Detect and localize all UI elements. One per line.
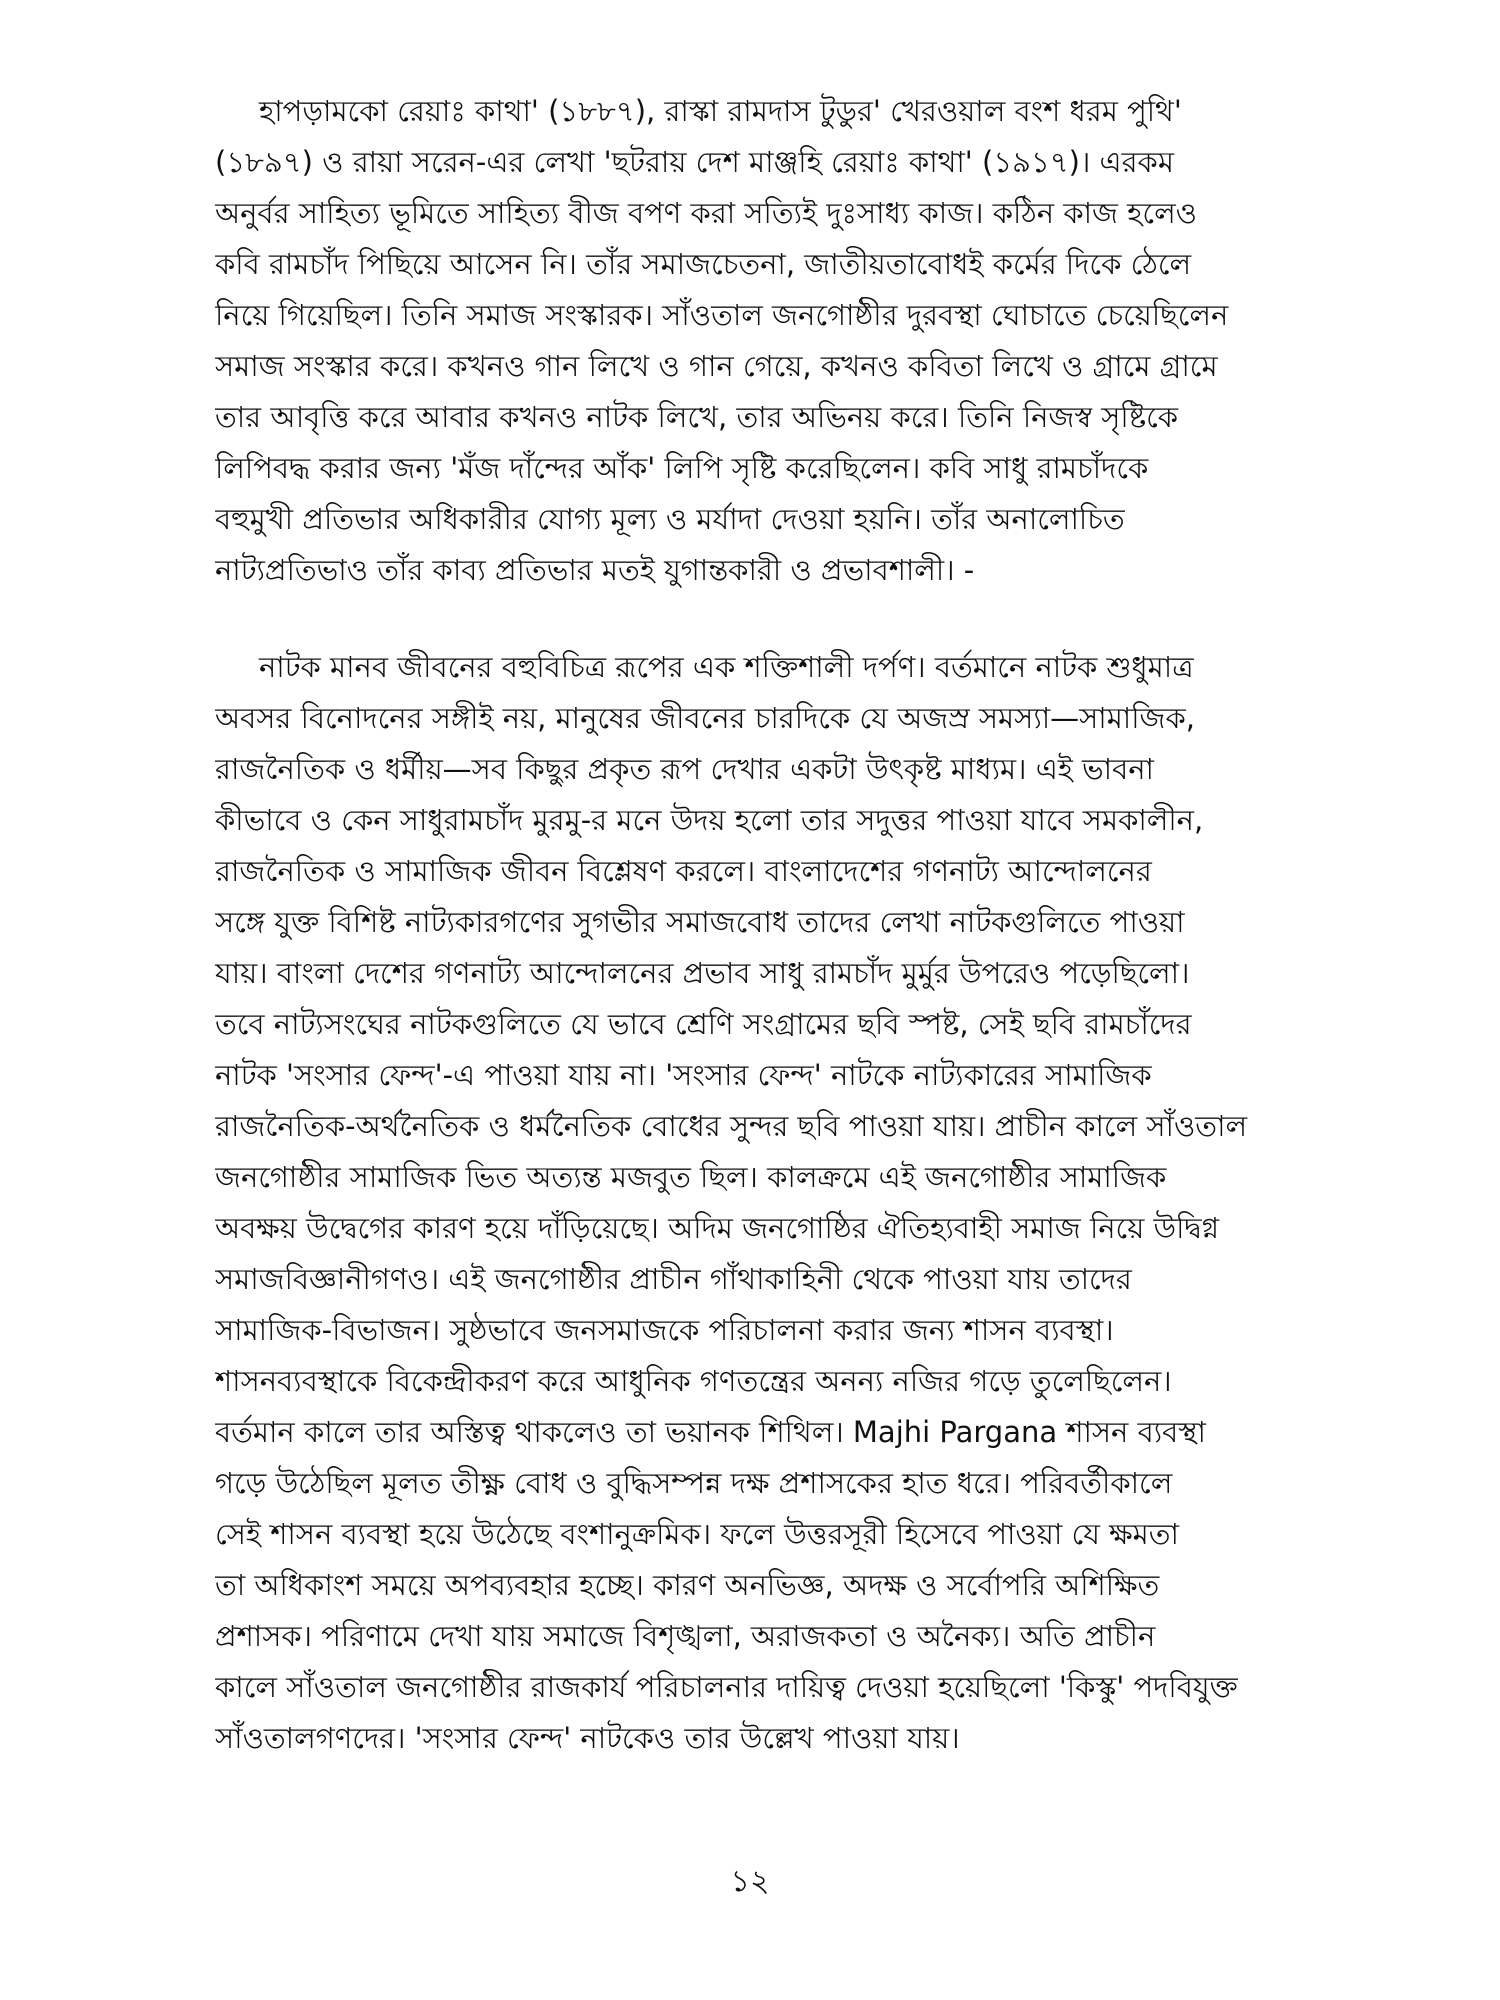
text-line: প্রশাসক। পরিণামে দেখা যায় সমাজে বিশৃঙ্খলা, অরাজকতা ও অনৈক্য। অতি প্রাচীন	[215, 1619, 1156, 1653]
text-line: কালে সাঁওতাল জনগোষ্ঠীর রাজকার্য পরিচালনার দায়িত্ব দেওয়া হয়েছিলো 'কিস্কু' পদবিযুক্ত	[215, 1670, 1238, 1704]
text-line: অনুর্বর সাহিত্য ভূমিতে সাহিত্য বীজ বপণ করা সত্যিই দুঃসাধ্য কাজ। কঠিন কাজ হলেও	[215, 196, 1198, 230]
text-line: বহুমুখী প্রতিভার অধিকারীর যোগ্য মূল্য ও মর্যাদা দেওয়া হয়নি। তাঁর অনালোচিত	[215, 502, 1125, 536]
text-line: শাসনব্যবস্থাকে বিকেন্দ্রীকরণ করে আধুনিক গণতন্ত্রের অনন্য নজির গড়ে তুলেছিলেন।	[215, 1364, 1172, 1398]
text-line: অবক্ষয় উদ্বেগের কারণ হয়ে দাঁড়িয়েছে। অদিম জনগোষ্ঠির ঐতিহ্যবাহী সমাজ নিয়ে উদ্বিগ্ন	[215, 1211, 1220, 1245]
text-line: সমাজ সংস্কার করে। কখনও গান লিখে ও গান গেয়ে, কখনও কবিতা লিখে ও গ্রামে গ্রামে	[215, 349, 1218, 383]
page-number: ১২	[730, 1864, 770, 1899]
text-line: সামাজিক-বিভাজন। সুষ্ঠভাবে জনসমাজকে পরিচালনা করার জন্য শাসন ব্যবস্থা।	[215, 1313, 1114, 1347]
text-line: গড়ে উঠেছিল মূলত তীক্ষ্ণ বোধ ও বুদ্ধিসম্পন্ন দক্ষ প্রশাসকের হাত ধরে। পরিবর্তীকালে	[215, 1466, 1173, 1500]
text-line: সাঁওতালগণদের। 'সংসার ফেন্দ' নাটকেও তার উল্লেখ পাওয়া যায়।	[215, 1721, 960, 1755]
text-line: সেই শাসন ব্যবস্থা হয়ে উঠেছে বংশানুক্রমিক। ফলে উত্তরসূরী হিসেবে পাওয়া যে ক্ষমতা	[215, 1517, 1179, 1551]
text-line: বর্তমান কালে তার অস্তিত্ব থাকলেও তা ভয়ানক শিথিল। Majhi Pargana শাসন ব্যবস্থা	[215, 1415, 1206, 1449]
text-line: রাজনৈতিক-অর্থনৈতিক ও ধর্মনৈতিক বোধের সুন্দর ছবি পাওয়া যায়। প্রাচীন কালে সাঁওতাল	[215, 1109, 1248, 1143]
text-line: রাজনৈতিক ও সামাজিক জীবন বিশ্লেষণ করলে। বাংলাদেশের গণনাট্য আন্দোলনের	[215, 854, 1152, 888]
text-line: নিয়ে গিয়েছিল। তিনি সমাজ সংস্কারক। সাঁওতাল জনগোষ্ঠীর দুরবস্থা ঘোচাতে চেয়েছিলেন	[215, 298, 1229, 332]
text-line: যায়। বাংলা দেশের গণনাট্য আন্দোলনের প্রভাব সাধু রামচাঁদ মুর্মুর উপরেও পড়েছিলো।	[215, 956, 1190, 990]
paragraph-2	[215, 642, 1300, 1764]
text-line: কবি রামচাঁদ পিছিয়ে আসেন নি। তাঁর সমাজচেতনা, জাতীয়তাবোধই কর্মের দিকে ঠেলে	[215, 247, 1192, 281]
text-line: তার আবৃত্তি করে আবার কখনও নাটক লিখে, তার অভিনয় করে। তিনি নিজস্ব সৃষ্টিকে	[215, 400, 1179, 434]
text-line: সমাজবিজ্ঞানীগণও। এই জনগোষ্ঠীর প্রাচীন গাঁথাকাহিনী থেকে পাওয়া যায় তাদের	[215, 1262, 1132, 1296]
text-line: অবসর বিনোদনের সঙ্গীই নয়, মানুষের জীবনের চারদিকে যে অজস্র সমস্যা—সামাজিক,	[215, 701, 1195, 735]
text-line: তা অধিকাংশ সময়ে অপব্যবহার হচ্ছে। কারণ অনভিজ্ঞ, অদক্ষ ও সর্বোপরি অশিক্ষিত	[215, 1568, 1160, 1602]
text-line: কীভাবে ও কেন সাধুরামচাঁদ মুরমু-র মনে উদয় হলো তার সদুত্তর পাওয়া যাবে সমকালীন,	[215, 803, 1204, 837]
text-line: তবে নাট্যসংঘের নাটকগুলিতে যে ভাবে শ্রেণি সংগ্রামের ছবি স্পষ্ট, সেই ছবি রামচাঁদের	[215, 1007, 1192, 1041]
text-line: নাট্যপ্রতিভাও তাঁর কাব্য প্রতিভার মতই যুগান্তকারী ও প্রভাবশালী। -	[215, 553, 975, 587]
text-line: নাটক 'সংসার ফেন্দ'-এ পাওয়া যায় না। 'সংসার ফেন্দ' নাটকে নাট্যকারের সামাজিক	[215, 1058, 1152, 1092]
text-line: হাপড়ামকো রেয়াঃ কাথা' (১৮৮৭), রাস্কা রামদাস টুডুর' খেরওয়াল বংশ ধরম পুথি'	[259, 94, 1182, 128]
text-line: রাজনৈতিক ও ধর্মীয়—সব কিছুর প্রকৃত রূপ দেখার একটা উৎকৃষ্ট মাধ্যম। এই ভাবনা	[215, 752, 1154, 786]
text-line: নাটক মানব জীবনের বহুবিচিত্র রূপের এক শক্তিশালী দর্পণ। বর্তমানে নাটক শুধুমাত্র	[259, 650, 1194, 684]
text-line: লিপিবদ্ধ করার জন্য 'মঁজ দাঁন্দের আঁক' লিপি সৃষ্টি করেছিলেন। কবি সাধু রামচাঁদকে	[215, 451, 1149, 485]
text-line: সঙ্গে যুক্ত বিশিষ্ট নাট্যকারগণের সুগভীর সমাজবোধ তাদের লেখা নাটকগুলিতে পাওয়া	[215, 905, 1185, 939]
text-line: (১৮৯৭) ও রায়া সরেন-এর লেখা 'ছটরায় দেশ মাঞ্জহি রেয়াঃ কাথা' (১৯১৭)। এরকম	[215, 145, 1174, 179]
paragraph-1	[215, 86, 1300, 596]
text-line: জনগোষ্ঠীর সামাজিক ভিত অত্যন্ত মজবুত ছিল। কালক্রমে এই জনগোষ্ঠীর সামাজিক	[215, 1160, 1167, 1194]
